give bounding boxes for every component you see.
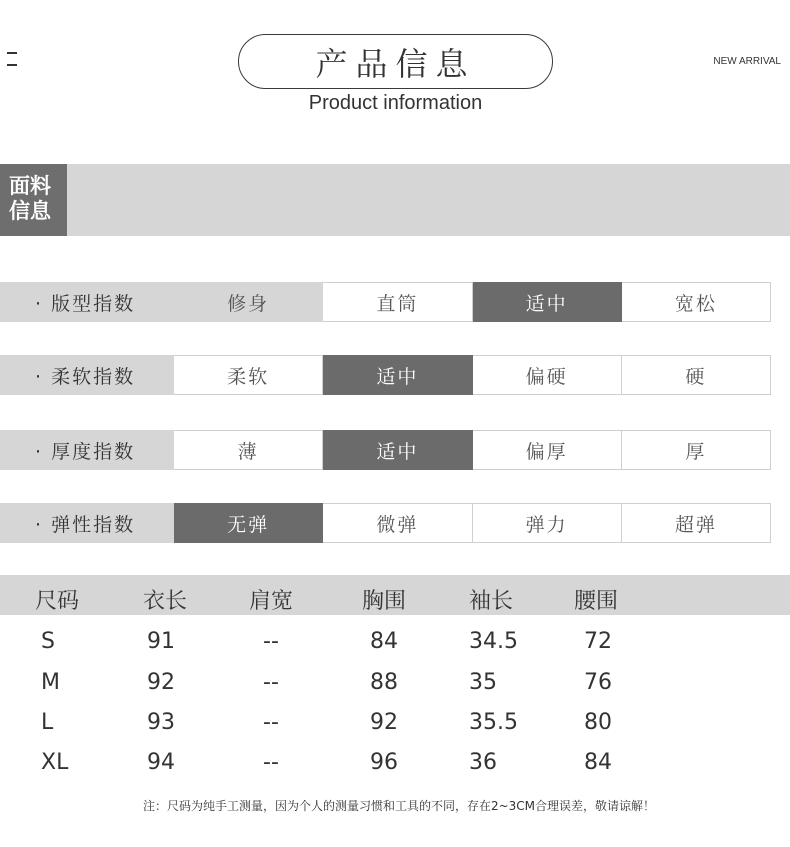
index-option: 弹力: [473, 503, 622, 543]
size-table-header-cell: 袖长: [469, 589, 514, 614]
size-table-cell: --: [263, 750, 279, 775]
size-table-cell: 93: [147, 710, 175, 735]
size-table-header-cell: 肩宽: [249, 589, 294, 614]
index-option: 直筒: [323, 282, 472, 322]
measurement-note: 注：尺码为纯手工测量，因为个人的测量习惯和工具的不同，存在2~3CM合理误差，敬请谅解！: [142, 799, 656, 813]
size-table-cell: 72: [584, 629, 612, 654]
size-table-header-cell: 胸围: [362, 589, 407, 614]
size-table-cell: 92: [370, 710, 398, 735]
index-option: 薄: [174, 430, 323, 470]
index-option: 硬: [622, 355, 771, 395]
index-option: 偏厚: [473, 430, 622, 470]
index-label: · 柔软指数: [0, 355, 174, 395]
index-row: [0, 430, 771, 470]
index-option: 偏硬: [473, 355, 622, 395]
size-table-cell: L: [41, 710, 54, 735]
index-label: · 弹性指数: [0, 503, 174, 543]
index-label: · 厚度指数: [0, 430, 174, 470]
size-table-cell: 88: [370, 670, 398, 695]
size-table-cell: 36: [469, 750, 497, 775]
size-table-cell: 34.5: [469, 629, 518, 654]
page-subtitle: Product information: [308, 92, 483, 114]
index-option: 微弹: [323, 503, 472, 543]
size-table-cell: XL: [41, 750, 69, 775]
index-label: · 版型指数: [0, 282, 174, 322]
size-table-cell: --: [263, 629, 279, 654]
fabric-label-line2: 信息: [9, 199, 51, 223]
index-option: 宽松: [622, 282, 771, 322]
size-table-header-cell: 尺码: [35, 589, 80, 614]
size-table-cell: --: [263, 670, 279, 695]
page-title: 产品信息: [238, 34, 553, 89]
fabric-info-label: [0, 164, 67, 236]
index-option-selected: 适中: [473, 282, 622, 322]
index-option: 柔软: [174, 355, 323, 395]
size-table-cell: 84: [584, 750, 612, 775]
index-option-selected: 适中: [323, 355, 472, 395]
size-table-cell: 35: [469, 670, 497, 695]
size-table-cell: M: [41, 670, 60, 695]
side-dash-mark: [7, 52, 17, 70]
size-table-cell: 80: [584, 710, 612, 735]
index-option-selected: 适中: [323, 430, 472, 470]
size-table-header-cell: 腰围: [574, 589, 619, 614]
index-row: [0, 503, 771, 543]
size-table-cell: 84: [370, 629, 398, 654]
index-row: [0, 282, 771, 322]
index-row: [0, 355, 771, 395]
index-option: 修身: [174, 282, 323, 322]
size-table-cell: 92: [147, 670, 175, 695]
size-table-cell: 76: [584, 670, 612, 695]
size-table-cell: --: [263, 710, 279, 735]
fabric-info-band: [0, 164, 790, 236]
size-table-cell: 94: [147, 750, 175, 775]
size-table-cell: S: [41, 629, 55, 654]
new-arrival-tag: NEW ARRIVAL: [713, 56, 781, 67]
size-table-header-cell: 衣长: [143, 589, 188, 614]
size-table-cell: 35.5: [469, 710, 518, 735]
index-option: 超弹: [622, 503, 771, 543]
index-option-selected: 无弹: [174, 503, 323, 543]
index-option: 厚: [622, 430, 771, 470]
size-table-cell: 96: [370, 750, 398, 775]
size-table-cell: 91: [147, 629, 175, 654]
fabric-label-line1: 面料: [9, 174, 51, 198]
